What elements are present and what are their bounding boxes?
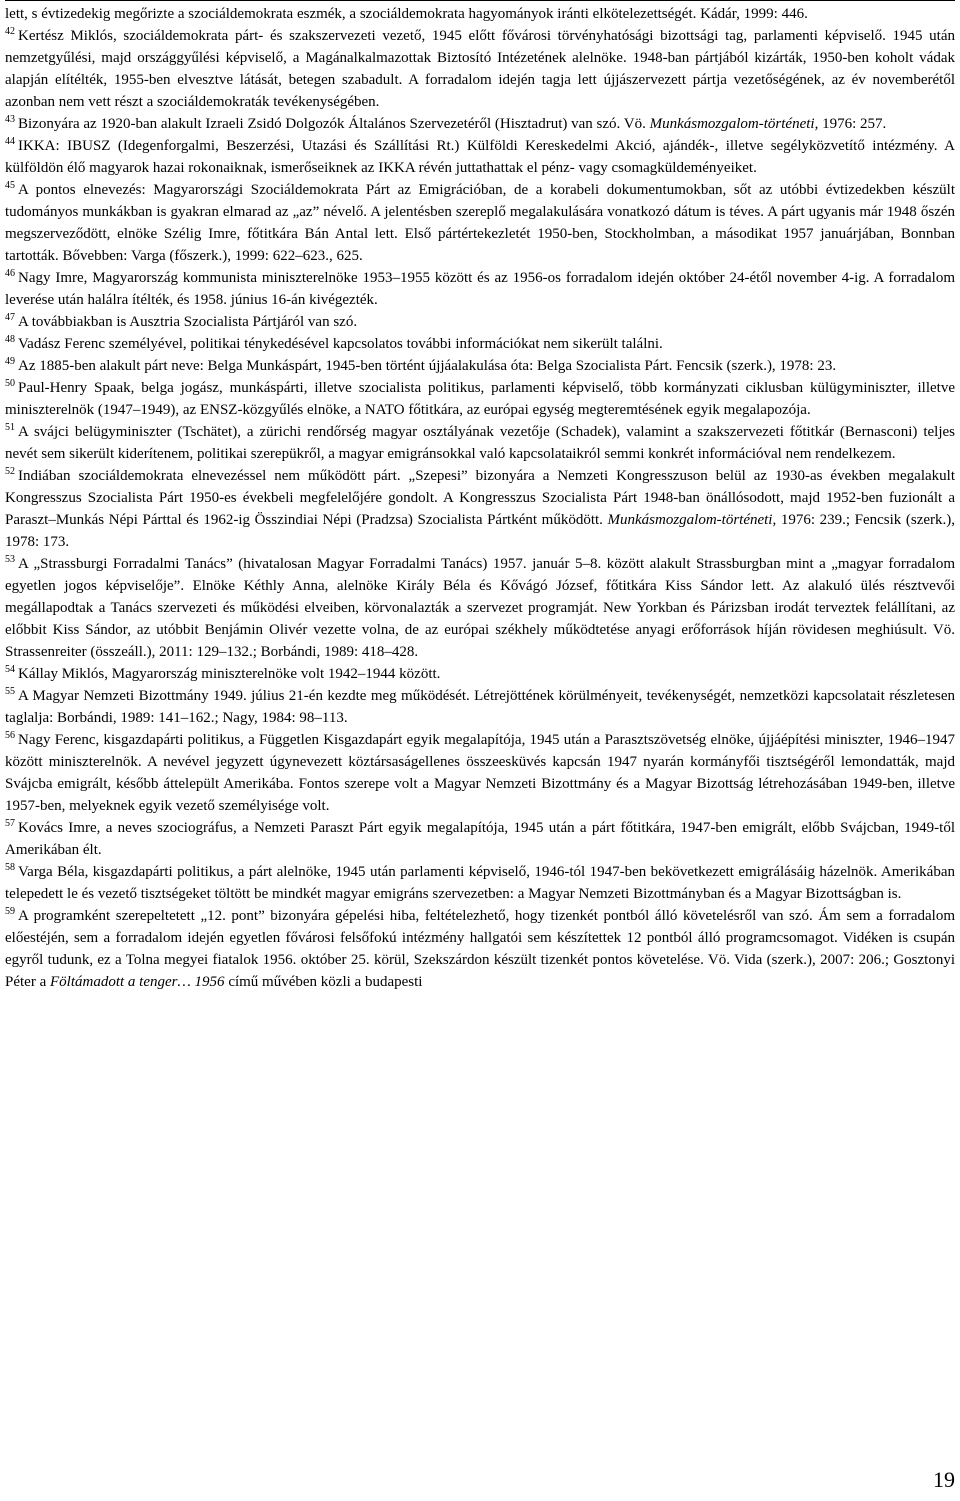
footnote-54 [5, 663, 955, 685]
footnote-text: A programként szerepeltetett „12. pont” bizonyára gépelési hiba, feltételezhető, hogy tizenkét pontból álló követelésről van szó. Ám sem a forradalom előestéjén, sem a forradalom idején egyetlen fővárosi felsőfokú intézmény hallgatói sem készítettek 12 pontból álló programcsomagot. Vidéken is csupán egyről tudunk, ez a Tolna megyei fiatalok 1956. október 25. körül, Szekszárdon készült tizenkét pontos követelése. Vö. Vida (szerk.), 2007: 206.; Gosztonyi Péter a [5, 908, 955, 990]
footnote-text-after: 1976: 239.; Fencsik (szerk.), 1978: 173. [5, 512, 955, 550]
footnote-text: Bizonyára az 1920-ban alakult Izraeli Zsidó Dolgozók Általános Szervezetéről (Hisztadrut) van szó. Vö. [18, 116, 650, 132]
footnote-separator [5, 0, 955, 1]
footnote-number: 55 [5, 686, 15, 697]
footnote-number: 56 [5, 730, 15, 741]
footnote-text: A továbbiakban is Ausztria Szocialista Pártjáról van szó. [18, 314, 358, 330]
footnote-text: Kovács Imre, a neves szociográfus, a Nemzeti Paraszt Párt egyik megalapítója, 1945 után a párt főtitkára, 1947-ben emigrált, előbb Svájcban, 1949-től Amerikában élt. [5, 820, 955, 858]
footnote-44 [5, 135, 955, 179]
footnote-47 [5, 311, 955, 333]
footnote-text: Nagy Ferenc, kisgazdapárti politikus, a Független Kisgazdapárt egyik megalapítója, 1945 után a Parasztszövetség elnöke, újjáépítési miniszter, 1946–1947 között miniszterelnök. A nevével jegyzett úgynevezett köztársaságellenes összeesküvés kapcsán 1947 nyarán kormányfői tisztségéről lemondatták, majd Svájcba emigrált, később áttelepült Amerikába. Fontos szerepe volt a Magyar Nemzeti Bizottmány és a Magyar Bizottság létrehozásában 1949-ben, illetve 1957-ben, melyeknek egyik vezető személyisége volt. [5, 732, 955, 814]
footnote-50 [5, 377, 955, 421]
footnote-number: 43 [5, 114, 15, 125]
footnote-53 [5, 553, 955, 663]
footnote-59 [5, 905, 955, 993]
footnote-51 [5, 421, 955, 465]
footnote-number: 48 [5, 334, 15, 345]
footnote-45 [5, 179, 955, 267]
footnote-text: Kertész Miklós, szociáldemokrata párt- és szakszervezeti vezető, 1945 előtt fővárosi törvényhatósági bizottsági tag, parlamenti képviselő. 1945 után nemzetgyűlési, majd országgyűlési képviselő, a Magánalkalmazottak Biztosító Intézetének alelnöke. 1948-ban pártjából kizárták, 1950-ben koholt vádak alapján elítélték, 1955-ben elvesztve látását, betegen szabadult. A forradalom idején tagja lett újjászervezett pártja vezetőségének, az év novemberétől azonban nem vett részt a szociáldemokraták tevékenységében. [5, 28, 955, 110]
footnote-text: A „Strassburgi Forradalmi Tanács” (hivatalosan Magyar Forradalmi Tanács) 1957. január 5–8. között alakult Strassburgban mint a „magyar forradalom egyetlen jogos képviselője”. Elnöke Kéthly Anna, alelnöke Király Béla és Kővágó József, főtitkára Kiss Sándor lett. Az alakuló ülés résztvevői megállapodtak a Tanács szervezeti és működési elveiben, körvonalazták a szervezet programját. New Yorkban és Párizsban irodát terveztek felállítani, az előbbit Kiss Sándor, az utóbbit Benjámin Olivér vezette volna, de az európai székhely működtetése anyagi erőforrások híján rövidesen meghiúsult. Vö. Strassenreiter (összeáll.), 2011: 129–132.; Borbándi, 1989: 418–428. [5, 556, 955, 660]
footnote-number: 45 [5, 180, 15, 191]
footnote-52 [5, 465, 955, 553]
footnote-text: IKKA: IBUSZ (Idegenforgalmi, Beszerzési, Utazási és Szállítási Rt.) Külföldi Kereskedelmi Akció, ajándék-, illetve segélyközvetítő intézmény. A külföldön élő magyarok hazai rokonaiknak, ismerőseiknek az IKKA révén juttathattak el pénz- vagy csomagküldeményeiket. [5, 138, 955, 176]
footnote-text: Paul-Henry Spaak, belga jogász, munkáspárti, illetve szocialista politikus, parlamenti képviselő, több kormányzati ciklusban külügyminiszter, illetve miniszterelnök (1947–1949), az ENSZ-közgyűlés elnöke, a NATO főtitkára, az európai egység megteremtésének egyik megalapozója. [5, 380, 955, 418]
footnote-italic-source: Munkásmozgalom-történeti, [607, 512, 777, 528]
footnote-list [5, 25, 955, 993]
footnotes-block [5, 0, 955, 993]
footnote-number: 59 [5, 906, 15, 917]
footnote-text-after: 1976: 257. [818, 116, 887, 132]
footnote-text: A svájci belügyminiszter (Tschätet), a zürichi rendőrség magyar osztályának vezetője (Schadek), valamint a szakszervezeti főtitkár (Bernasconi) teljes nevét sem sikerült kiderítenem, politikai szerepükről, a magyar emigránsokkal való kapcsolataikról semmi konkrét információval nem rendelkezem. [5, 424, 955, 462]
footnote-continuation: lett, s évtizedekig megőrizte a szociáldemokrata eszmék, a szociáldemokrata hagyományok iránti elkötelezettségét. Kádár, 1999: 446. [5, 6, 808, 22]
footnote-48 [5, 333, 955, 355]
footnote-text: Kállay Miklós, Magyarország miniszterelnöke volt 1942–1944 között. [18, 666, 441, 682]
footnote-text: Varga Béla, kisgazdapárti politikus, a párt alelnöke, 1945 után parlamenti képviselő, 1946-tól 1947-ben bekövetkezett emigrálásáig házelnök. Amerikában telepedett le és vezető tisztségeket töltött be mindkét magyar emigráns szervezetben: a Magyar Nemzeti Bizottmányban és a Magyar Bizottságban is. [5, 864, 955, 902]
footnote-46 [5, 267, 955, 311]
footnote-text: A pontos elnevezés: Magyarországi Szociáldemokrata Párt az Emigrációban, de a korabeli dokumentumokban, sőt az utóbbi évtizedekben készült tudományos munkákban is gyakran elmarad az „az” névelő. A jelentésben szereplő megalakulására vonatkozó dátum is téves. A párt ugyanis már 1948 őszén megszerveződött, elnöke Szélig Imre, főtitkára Bán Antal lett. Első pártértekezletét 1950-ben, Stockholmban, a másodikat 1957 januárjában, Bonnban tartották. Bővebben: Varga (főszerk.), 1999: 622–623., 625. [5, 182, 955, 264]
footnote-number: 54 [5, 664, 15, 675]
footnote-italic-source: Munkásmozgalom-történeti, [649, 116, 819, 132]
footnote-42 [5, 25, 955, 113]
footnote-number: 46 [5, 268, 15, 279]
footnote-text: Indiában szociáldemokrata elnevezéssel nem működött párt. „Szepesi” bizonyára a Nemzeti Kongresszuson belül az 1930-as években megalakult Kongresszus Szocialista Párt 1950-es évekbeli megfelelőjére gondolt. A Kongresszus Szocialista Párt 1948-ban önállósodott, majd 1952-ben fuzionált a Paraszt–Munkás Népi Párttal és 1962-ig Összindiai Népi (Pradzsa) Szocialista Pártként működött. [5, 468, 955, 528]
footnote-text: A Magyar Nemzeti Bizottmány 1949. július 21-én kezdte meg működését. Létrejöttének körülményeit, tevékenységét, nemzetközi kapcsolatait részletesen taglalja: Borbándi, 1989: 141–162.; Nagy, 1984: 98–113. [5, 688, 955, 726]
footnote-text-after: című művében közli a budapesti [224, 974, 423, 990]
footnote-number: 51 [5, 422, 15, 433]
footnote-number: 50 [5, 378, 15, 389]
footnote-58 [5, 861, 955, 905]
footnote-italic-source: Föltámadott a tenger… 1956 [49, 974, 225, 990]
footnote-number: 47 [5, 312, 15, 323]
footnote-55 [5, 685, 955, 729]
footnote-text: Nagy Imre, Magyarország kommunista miniszterelnöke 1953–1955 között és az 1956-os forradalom idején október 24-étől november 4-ig. A forradalom leverése után halálra ítélték, és 1958. június 16-án kivégezték. [5, 270, 955, 308]
footnote-text: Az 1885-ben alakult párt neve: Belga Munkáspárt, 1945-ben történt újjáalakulása óta: Belga Szocialista Párt. Fencsik (szerk.), 1978: 23. [18, 358, 837, 374]
footnote-number: 52 [5, 466, 15, 477]
footnote-number: 42 [5, 26, 15, 37]
footnote-number: 49 [5, 356, 15, 367]
footnote-number: 44 [5, 136, 15, 147]
footnote-56 [5, 729, 955, 817]
footnote-49 [5, 355, 955, 377]
page-number: 19 [933, 1467, 955, 1492]
footnote-number: 53 [5, 554, 15, 565]
footnote-43 [5, 113, 955, 135]
footnote-text: Vadász Ferenc személyével, politikai ténykedésével kapcsolatos további információkat nem sikerült találni. [18, 336, 663, 352]
footnote-number: 57 [5, 818, 15, 829]
footnote-number: 58 [5, 862, 15, 873]
footnote-57 [5, 817, 955, 861]
